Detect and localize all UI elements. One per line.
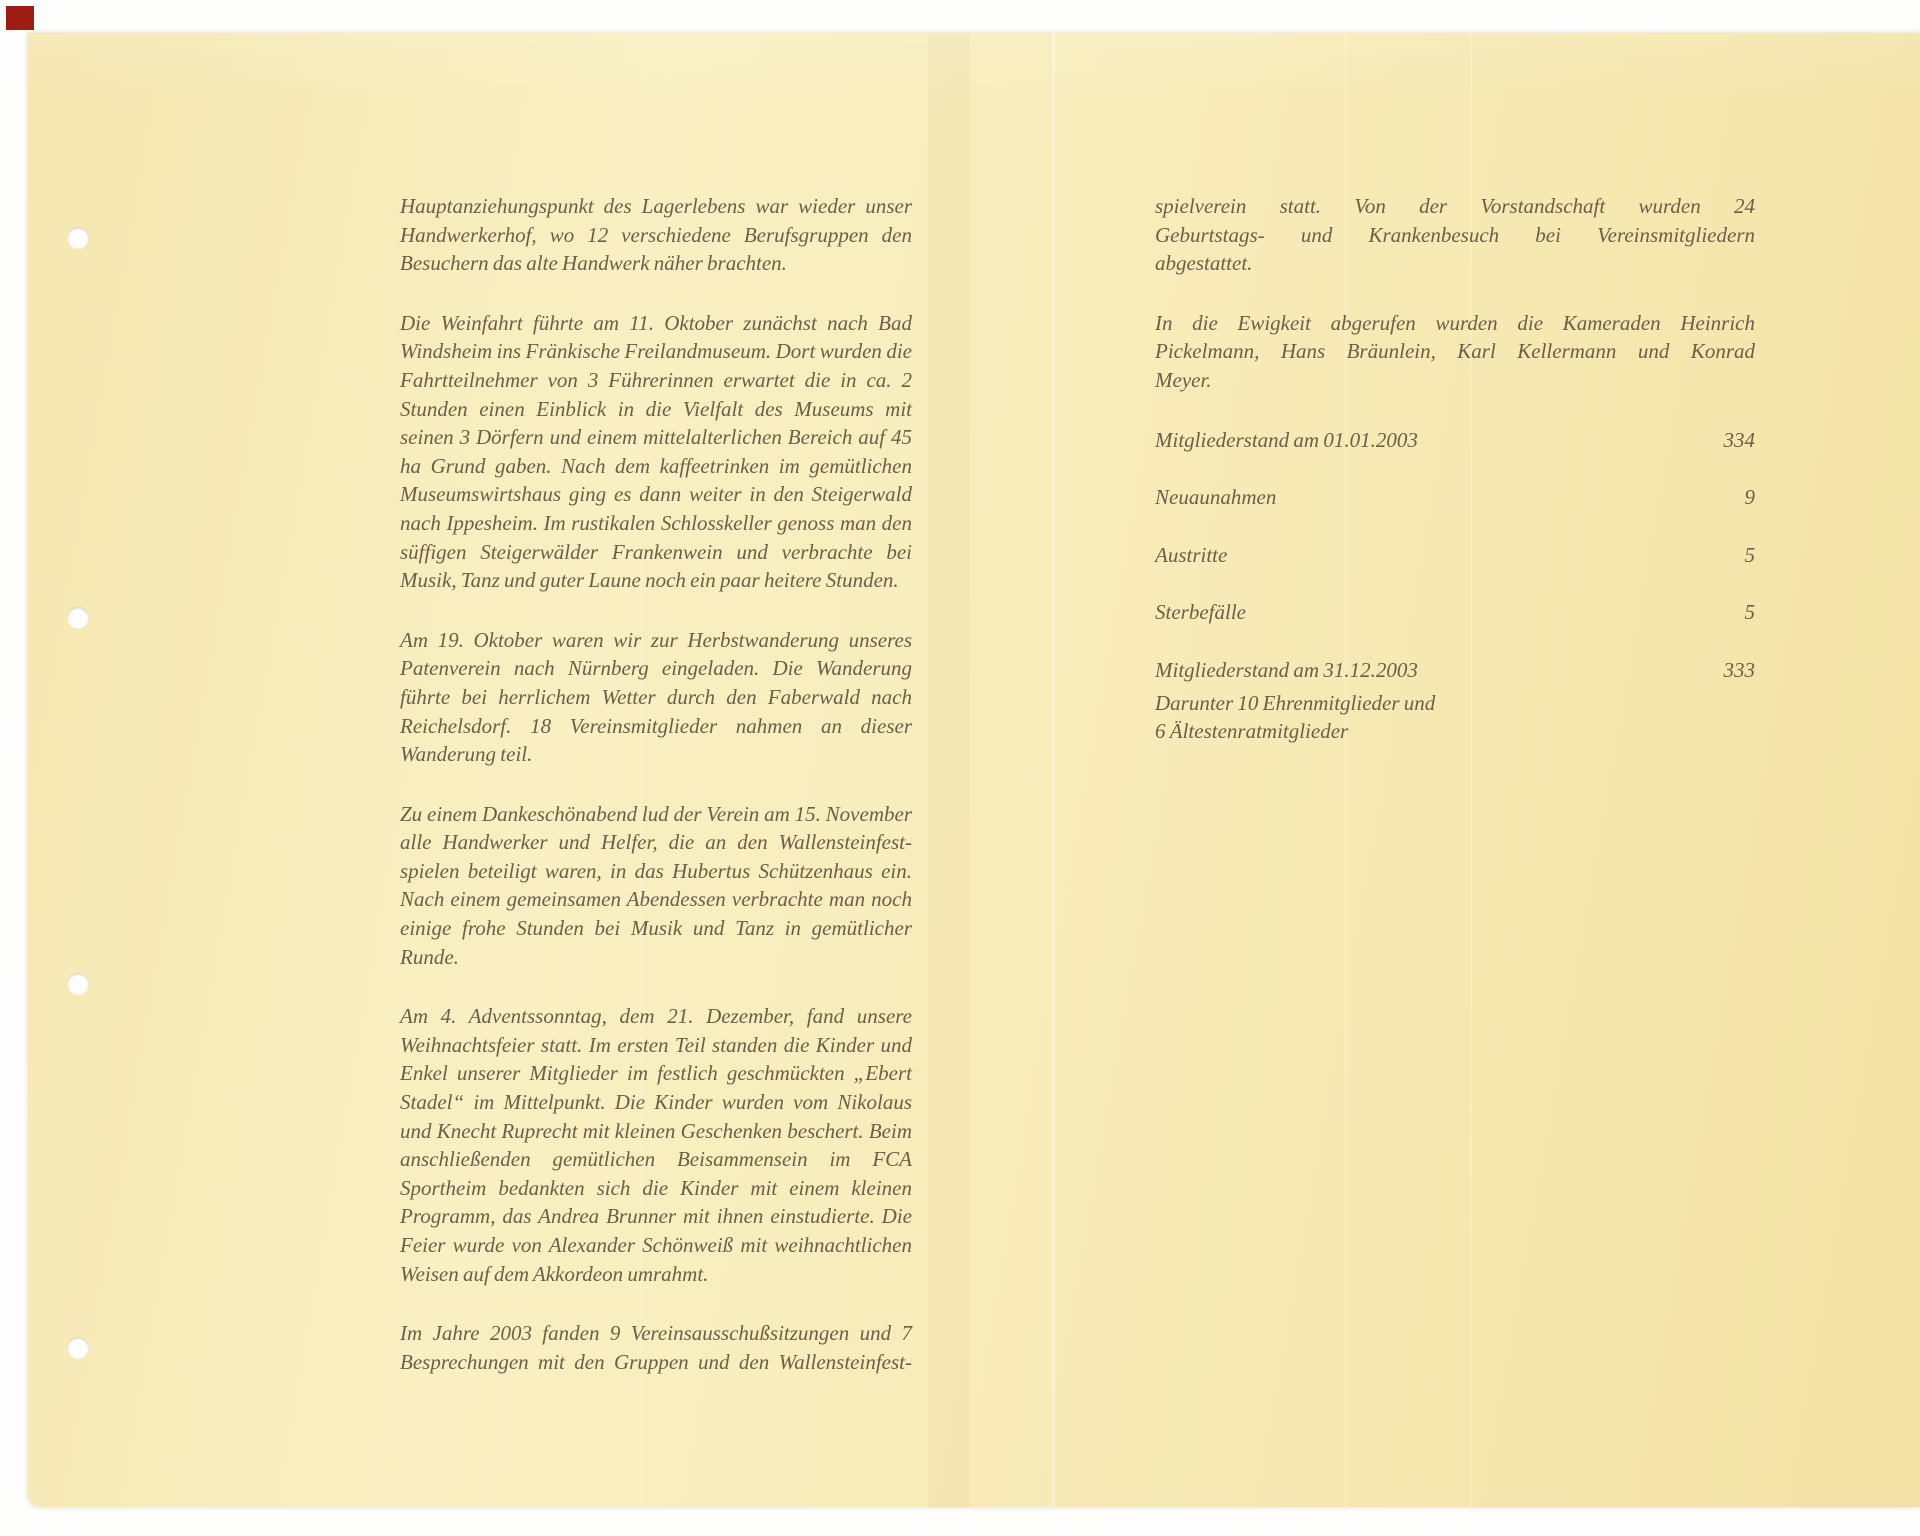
stat-row xyxy=(1155,483,1755,512)
text-line: Hauptanziehungspunkt des Lagerlebens war wieder unser xyxy=(400,194,912,218)
text-line: Zu einem Dankeschönabend lud der Verein am 15. November xyxy=(400,801,912,826)
text-line: Fahrtteilnehmer von 3 Führerinnen erwartet die in ca. 2 xyxy=(400,367,912,392)
stat-row xyxy=(1155,541,1755,570)
punch-hole xyxy=(67,973,89,995)
stat-label: Austritte xyxy=(1155,542,1228,567)
text-line: Enkel unserer Mitglieder im festlich geschmückten „Ebert xyxy=(400,1061,912,1086)
paragraph xyxy=(400,1002,912,1288)
right-text-column xyxy=(1155,192,1755,746)
stat-value: 333 xyxy=(1723,657,1755,682)
text-line: Musik, Tanz und guter Laune noch ein paar heitere Stunden. xyxy=(400,568,899,593)
paragraph xyxy=(400,800,912,972)
text-line: Reichelsdorf. 18 Vereinsmitglieder nahmen an dieser xyxy=(400,713,912,738)
text-line: und Knecht Ruprecht mit kleinen Geschenken beschert. Beim xyxy=(400,1118,912,1143)
text-line: Die Weinfahrt führte am 11. Oktober zunächst nach Bad xyxy=(400,310,912,335)
stat-label: Sterbefälle xyxy=(1155,600,1246,625)
text-line: süffigen Steigerwälder Frankenwein und verbrachte bei xyxy=(400,539,912,564)
paragraph xyxy=(400,1319,912,1376)
stat-row xyxy=(1155,426,1755,455)
text-line: alle Handwerker und Helfer, die an den Wallensteinfest- xyxy=(400,830,912,855)
text-line: abgestattet. xyxy=(1155,251,1253,276)
text-line: Sportheim bedankten sich die Kinder mit einem kleinen xyxy=(400,1175,912,1200)
text-line: seinen 3 Dörfern und einem mittelalterlichen Bereich auf 45 xyxy=(400,425,912,450)
text-line: Handwerkerhof, wo 12 verschiedene Berufsgruppen den xyxy=(400,222,912,247)
text-line: Geburtstags- und Krankenbesuch bei Vereinsmitgliedern xyxy=(1155,222,1755,247)
stat-value: 9 xyxy=(1744,485,1755,510)
text-line: nach Ippesheim. Im rustikalen Schlosskeller genoss man den xyxy=(400,510,912,535)
text-line: Wanderung teil. xyxy=(400,742,533,767)
text-line: Programm, das Andrea Brunner mit ihnen einstudierte. Die xyxy=(400,1204,912,1229)
stat-label: Neuaunahmen xyxy=(1155,485,1277,510)
paragraph xyxy=(1155,689,1755,746)
text-line: In die Ewigkeit abgerufen wurden die Kameraden Heinrich xyxy=(1155,310,1755,335)
scan-streak xyxy=(928,33,970,1507)
text-line: Meyer. xyxy=(1155,367,1212,392)
punch-hole xyxy=(67,607,89,629)
text-line: Am 19. Oktober waren wir zur Herbstwanderung unseres xyxy=(400,627,912,652)
text-line: Darunter 10 Ehrenmitglieder und xyxy=(1155,690,1436,715)
text-line: einige frohe Stunden bei Musik und Tanz in gemütlicher xyxy=(400,916,912,941)
text-line: spielen beteiligt waren, in das Hubertus Schützenhaus ein. xyxy=(400,858,912,883)
paragraph xyxy=(400,309,912,595)
text-line: Besuchern das alte Handwerk näher brachten. xyxy=(400,251,787,276)
text-line: Besprechungen mit den Gruppen und den Wallensteinfest- xyxy=(400,1349,912,1374)
stat-label: Mitgliederstand am 01.01.2003 xyxy=(1155,427,1418,452)
paragraph xyxy=(1155,192,1755,278)
stat-value: 334 xyxy=(1723,427,1755,452)
paragraph xyxy=(400,626,912,769)
text-line: Museumswirtshaus ging es dann weiter in den Steigerwald xyxy=(400,482,912,507)
text-line: Weisen auf dem Akkordeon umrahmt. xyxy=(400,1261,709,1286)
text-line: 6 Ältestenratmitglieder xyxy=(1155,719,1349,744)
left-text-column xyxy=(400,192,912,1407)
text-line: ha Grund gaben. Nach dem kaffeetrinken im gemütlichen xyxy=(400,453,912,478)
text-line: Runde. xyxy=(400,944,459,969)
text-line: Windsheim ins Fränkische Freilandmuseum. Dort wurden die xyxy=(400,339,912,364)
stat-value: 5 xyxy=(1744,600,1755,625)
right-column-paragraphs xyxy=(1155,192,1755,395)
paragraph xyxy=(1155,309,1755,395)
text-line: Patenverein nach Nürnberg eingeladen. Die Wanderung xyxy=(400,656,912,681)
text-line: Stadel“ im Mittelpunkt. Die Kinder wurden vom Nikolaus xyxy=(400,1090,912,1115)
paragraph xyxy=(400,192,912,278)
stat-row xyxy=(1155,598,1755,627)
text-line: Stunden einen Einblick in die Vielfalt des Museums mit xyxy=(400,396,912,421)
paper-sheet xyxy=(28,33,1920,1507)
text-line: anschließenden gemütlichen Beisammensein im FCA xyxy=(400,1147,912,1172)
membership-statistics xyxy=(1155,426,1755,685)
text-line: Pickelmann, Hans Bräunlein, Karl Kellermann und Konrad xyxy=(1155,339,1755,364)
membership-statistics-footnote xyxy=(1155,689,1755,746)
punch-hole xyxy=(67,1337,89,1359)
text-line: Feier wurde von Alexander Schönweiß mit weihnachtlichen xyxy=(400,1233,912,1257)
stat-value: 5 xyxy=(1744,542,1755,567)
text-line: Weihnachtsfeier statt. Im ersten Teil standen die Kinder und xyxy=(400,1032,912,1057)
text-line: Nach einem gemeinsamen Abendessen verbrachte man noch xyxy=(400,887,912,912)
text-line: spielverein statt. Von der Vorstandschaft wurden 24 xyxy=(1155,194,1755,218)
scan-red-artifact xyxy=(6,6,34,30)
stat-label: Mitgliederstand am 31.12.2003 xyxy=(1155,657,1418,682)
scan-streak xyxy=(1052,33,1055,1507)
text-line: Im Jahre 2003 fanden 9 Vereinsausschußsitzungen und 7 xyxy=(400,1321,912,1346)
punch-hole xyxy=(67,227,89,249)
text-line: Am 4. Adventssonntag, dem 21. Dezember, fand unsere xyxy=(400,1004,912,1029)
text-line: führte bei herrlichem Wetter durch den Faberwald nach xyxy=(400,684,912,709)
stat-row xyxy=(1155,656,1755,685)
